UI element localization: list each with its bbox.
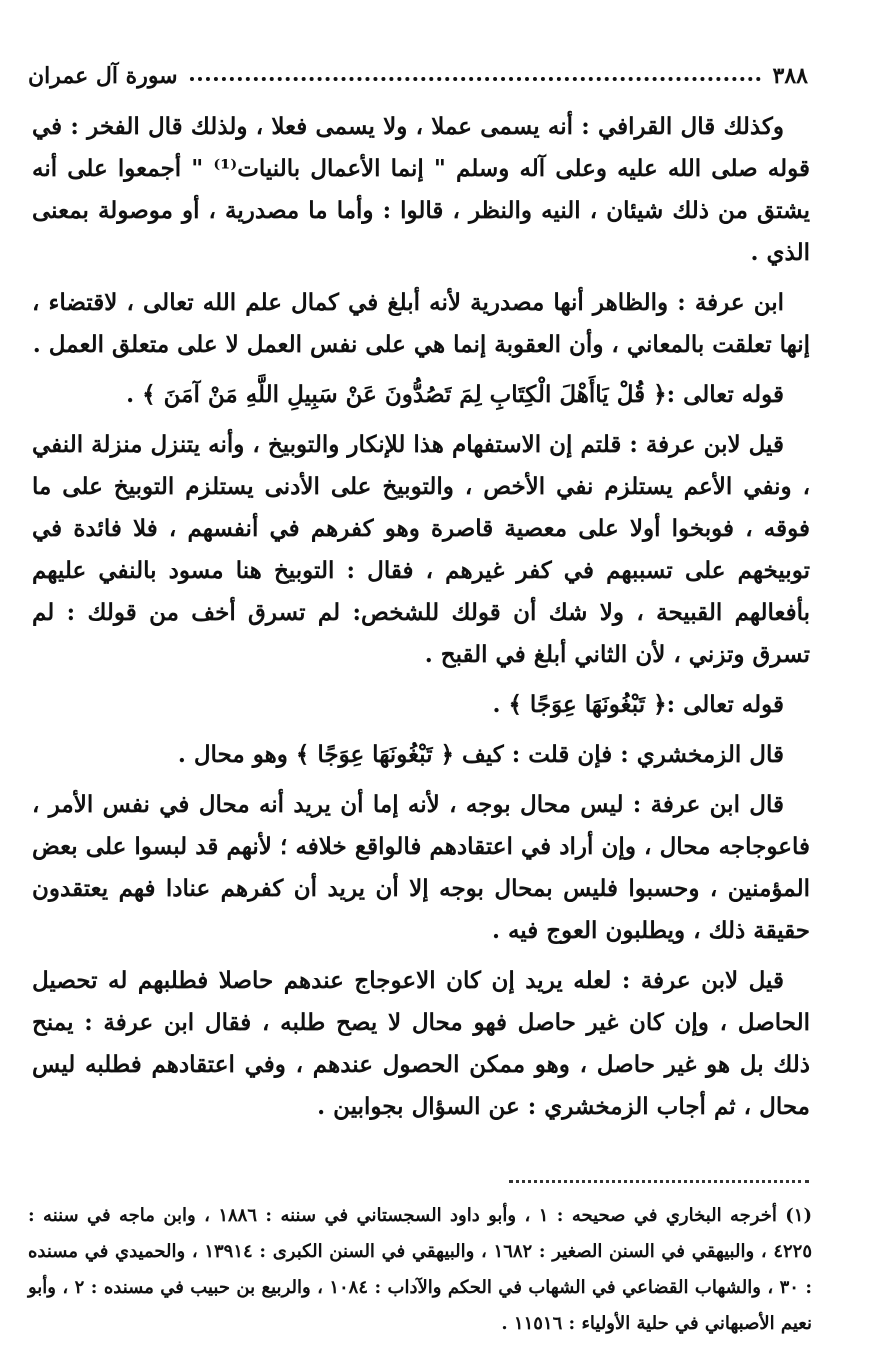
paragraph-1: وكذلك قال القرافي : أنه يسمى عملا ، ولا يسمى فعلا ، ولذلك قال الفخر : في قوله صلى الله عليه وعلى آله وسلم " إنما الأعمال بالنيات⁽¹⁾ " أجمعوا على أنه يشتق من ذلك شيئان ، النيه والنظر ، قالوا : وأما ما مصدرية ، أو موصولة بمعنى الذي . — [32, 113, 810, 266]
paragraph-7: قال ابن عرفة : ليس محال بوجه ، لأنه إما أن يريد أنه محال في نفس الأمر ، فاعوجاجه محال ، وإن أراد في اعتقادهم فالواقع خلافه ؛ لأنهم قد لبسوا على بعض المؤمنين ، وحسبوا فليس بمحال بوجه إلا أن يريد أن كفرهم عنادا فهم يعتقدون حقيقة ذلك ، ويطلبون العوج فيه . — [32, 791, 810, 944]
surah-title: سورة آل عمران — [28, 63, 178, 89]
footnote-1: (١) أخرجه البخاري في صحيحه : ١ ، وأبو داود السجستاني في سننه : ١٨٨٦ ، وابن ماجه في سننه : ٤٢٢٥ ، والبيهقي في السنن الصغير : ١٦٨٢ ، والبيهقي في السنن الكبرى : ١٣٩١٤ ، والحميدي في مسنده : ٣٠ ، والشهاب القضاعي في الشهاب في الحكم والآداب : ١٠٨٤ ، والربيع بن حبيب في مسنده : ٢ ، وأبو نعيم الأصبهاني في حلية الأولياء : ١١٥١٦ . — [28, 1205, 812, 1334]
paragraph-3-verse: قوله تعالى :﴿ قُلْ يَاأَهْلَ الْكِتَابِ لِمَ تَصُدُّونَ عَنْ سَبِيلِ اللَّهِ مَنْ آمَنَ ﴾ . — [126, 381, 784, 408]
page-number: ٣٨٨ — [772, 63, 808, 89]
paragraph-8: قيل لابن عرفة : لعله يريد إن كان الاعوجاج عندهم حاصلا فطلبهم له تحصيل الحاصل ، وإن كان غير حاصل فهو محال لا يصح طلبه ، فقال ابن عرفة : يمنح ذلك بل هو غير حاصل ، وهو ممكن الحصول عندهم ، وفي اعتقادهم فطلبه ليس محال ، ثم أجاب الزمخشري : عن السؤال بجوابين . — [32, 967, 810, 1120]
paragraph-2: ابن عرفة : والظاهر أنها مصدرية لأنه أبلغ في كمال علم الله تعالى ، لاقتضاء ، إنها تعلقت بالمعاني ، وأن العقوبة إنما هي على نفس العمل لا على متعلق العمل . — [32, 289, 810, 358]
paragraph-6: قال الزمخشري : فإن قلت : كيف ﴿ تَبْغُونَهَا عِوَجًا ﴾ وهو محال . — [177, 741, 784, 768]
paragraph-5-verse: قوله تعالى :﴿ تَبْغُونَهَا عِوَجًا ﴾ . — [492, 691, 784, 718]
main-text — [32, 106, 810, 1136]
footnote-separator — [509, 1180, 809, 1183]
footnote-section — [28, 1198, 812, 1342]
header-dotted-rule — [190, 77, 761, 81]
running-header — [28, 58, 808, 94]
paragraph-4: قيل لابن عرفة : قلتم إن الاستفهام هذا للإنكار والتوبيخ ، وأنه يتنزل منزلة النفي ، ونفي الأعم يستلزم نفي الأخص ، والتوبيخ على الأدنى يستلزم التوبيخ على ما فوقه ، فوبخوا أولا على معصية قاصرة وهو كفرهم في أنفسهم ، فلا فائدة في توبيخهم على تسببهم في كفر غيرهم ، فقال : التوبيخ هنا مسود بالنفي عليهم بأفعالهم القبيحة ، ولا شك أن قولك للشخص: لم تسرق أخف من قولك : لم تسرق وتزني ، لأن الثاني أبلغ في القبح . — [32, 431, 810, 668]
